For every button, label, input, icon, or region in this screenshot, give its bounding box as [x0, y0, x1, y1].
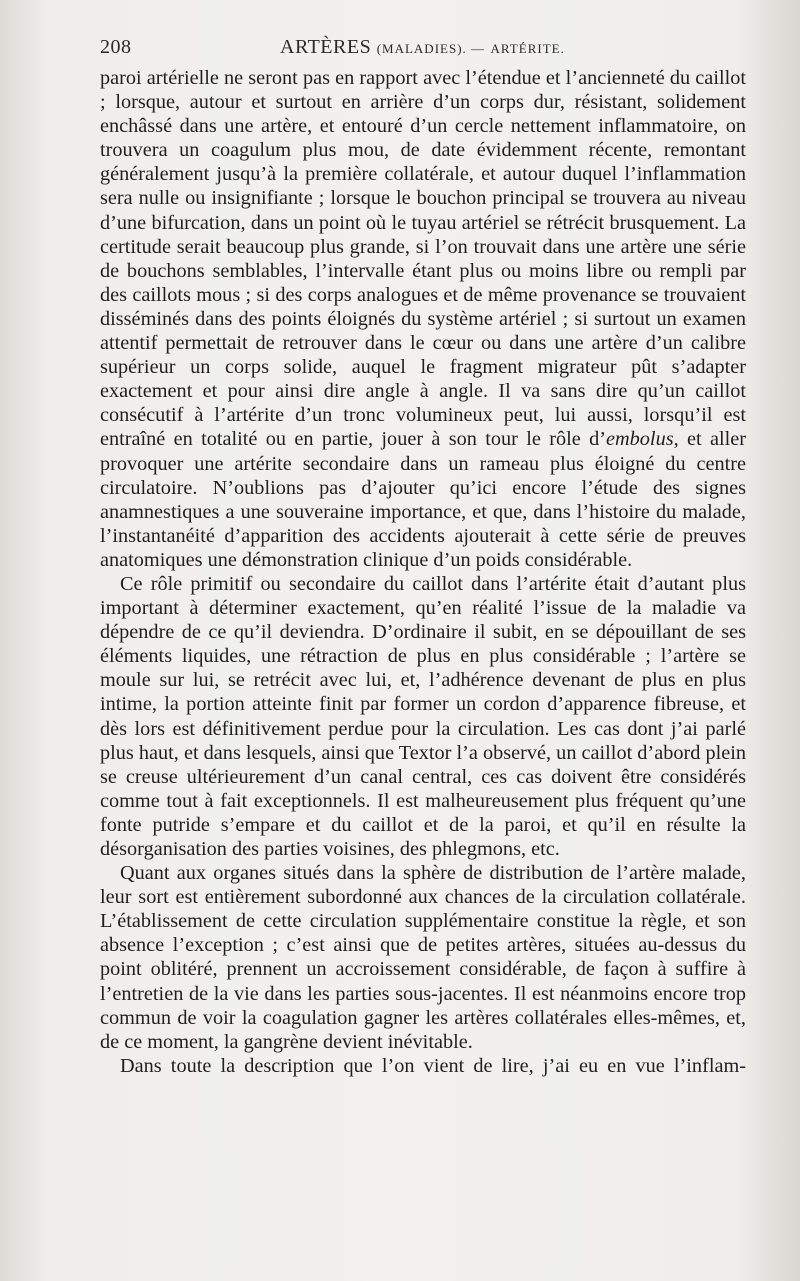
body-text — [100, 66, 746, 1078]
running-head — [100, 36, 750, 62]
paragraph-1-text-a: paroi artérielle ne seront pas en rapport avec l’étendue et l’ancienneté du caillot ; lorsque, autour et surtout en arrière d’un corps dur, résistant, solidement enchâssé dans une artère, et entouré d’un cercle nettement inflammatoire, on trouvera un coagulum plus mou, de date évidemment récente, remontant généralement jusqu’à la première collatérale, et autour duquel l’inflammation sera nulle ou insignifiante ; lorsque le bouchon principal se trouvera au niveau d’une bifurcation, dans un point où le tuyau artériel se rétrécit brusquement. La certitude serait beaucoup plus grande, si l’on trouvait dans une artère une série de bouchons semblables, l’intervalle étant plus ou moins libre ou rempli par des caillots mous ; si des corps analogues et de même provenance se trouvaient disséminés dans des points éloignés du système artériel ; si surtout un examen attentif permettait de retrouver dans le cœur ou dans une artère d’un calibre supérieur un corps solide, auquel le fragment migrateur pût s’adapter exactement et pour ainsi dire angle à angle. Il va sans dire qu’un caillot consécutif à l’artérite d’un tronc volumineux peut, lui aussi, lorsqu’il est entraîné en totalité ou en partie, jouer à son tour le rôle d’ — [100, 67, 746, 451]
page-number: 208 — [100, 36, 132, 58]
title-subtitle: (MALADIES) — [376, 41, 463, 56]
paragraph-1 — [100, 66, 746, 572]
paragraph-3: Quant aux organes situés dans la sphère de distribution de l’artère malade, leur sort est entièrement subordonné aux chances de la circulation collatérale. L’établissement de cette circulation supplémentaire constitue la règle, et son absence l’exception ; c’est ainsi que de petites artères, situées au-dessus du point oblitéré, prennent un accroissement considérable, de façon à suffire à l’entretien de la vie dans les parties sous-jacentes. Il est néanmoins encore trop commun de voir la coagulation gagner les artères collatérales elles-mêmes, et, de ce moment, la gangrène devient inévitable. — [100, 862, 746, 1053]
title-text: ARTÈRES — [280, 36, 372, 58]
paragraph-1-text-b: , et aller provoquer une artérite secondaire dans un rameau plus éloigné du centre circulatoire. N’oublions pas d’ajouter qu’ici encore l’étude des signes anamnestiques a une souveraine importance, et que, dans l’histoire du malade, l’instantanéité d’apparition des accidents ajouterait à cette série de preuves anatomiques une démonstration clinique d’un poids considérable. — [100, 428, 747, 571]
title-separator: . — — [462, 41, 486, 56]
title-section: ARTÉRITE. — [490, 41, 565, 56]
running-title — [280, 36, 565, 59]
paragraph-4: Dans toute la description que l’on vient de lire, j’ai eu en vue l’inflam- — [120, 1054, 746, 1077]
paragraph-2: Ce rôle primitif ou secondaire du caillot dans l’artérite était d’autant plus important à déterminer exactement, qu’en réalité l’issue de la maladie va dépendre de ce qu’il deviendra. D’ordinaire il subit, en se dépouillant de ses éléments liquides, une rétraction de plus en plus considérable ; l’artère se moule sur lui, se retrécit avec lui, et, l’adhérence devenant de plus en plus intime, la portion atteinte finit par former un cordon d’apparence fibreuse, et dès lors est définitivement perdue pour la circulation. Les cas dont j’ai parlé plus haut, et dans lesquels, ainsi que Textor l’a observé, un caillot d’abord plein se creuse ultérieurement d’un canal central, ces cas doivent être considérés comme tout à fait exceptionnels. Il est malheureusement plus fréquent qu’une fonte putride s’empare et du caillot et de la paroi, et qu’il en résulte la désorganisation des parties voisines, des phlegmons, etc. — [100, 572, 746, 860]
embolus-emphasis: embolus — [606, 428, 674, 451]
